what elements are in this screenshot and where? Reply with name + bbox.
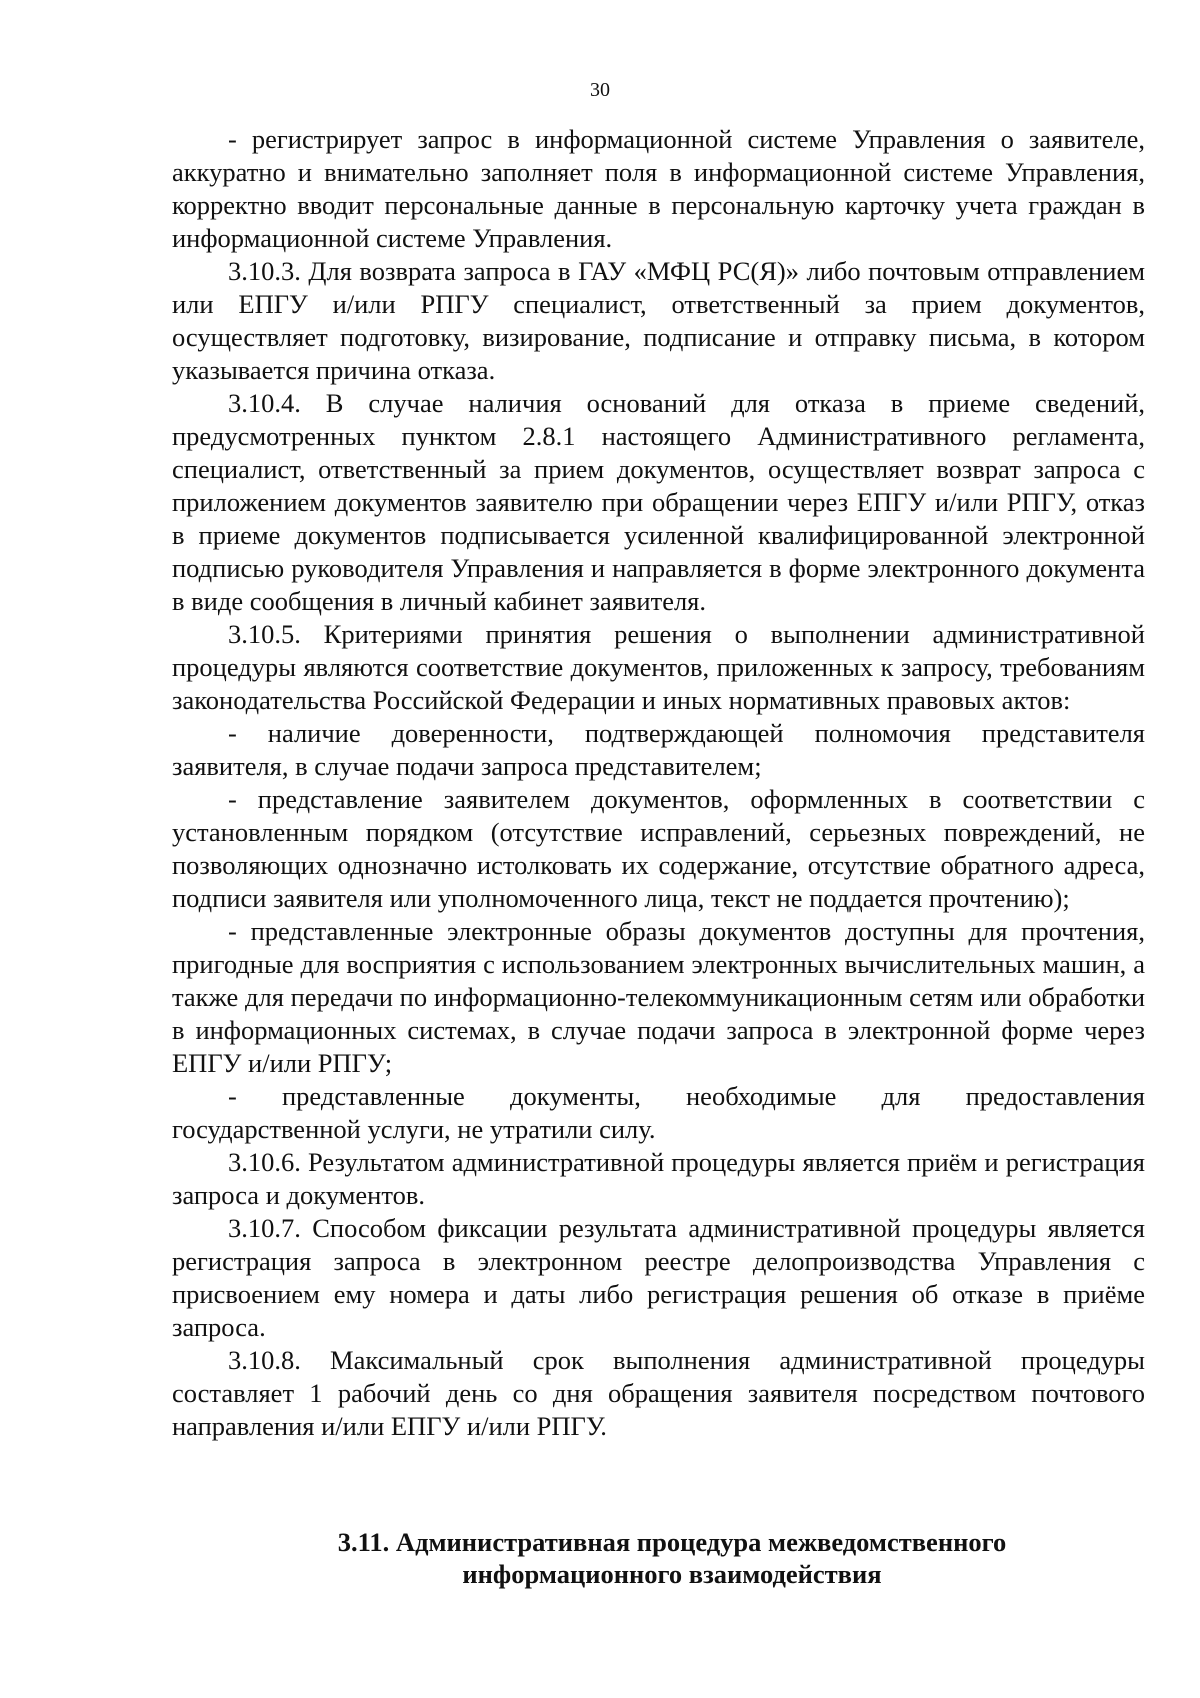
list-item-documents-valid: - представленные документы, необходимые для предоставления государственной услуги, не утратили силу. xyxy=(172,1081,1145,1144)
section-heading-line-2: информационного взаимодействия xyxy=(462,1559,882,1589)
section-heading-3-11 xyxy=(172,1526,1172,1590)
body-text xyxy=(172,123,1145,1443)
paragraph-3-10-4: 3.10.4. В случае наличия оснований для отказа в приеме сведений, предусмотренных пунктом 2.8.1 настоящего Административного регламента, специалист, ответственный за прием документов, осуществляет возврат запроса с приложением документов заявителю при обращении через ЕПГУ и/или РПГУ, отказ в приеме документов подписывается усиленной квалифицированной электронной подписью руководителя Управления и направляется в форме электронного документа в виде сообщения в личный кабинет заявителя. xyxy=(172,388,1145,616)
paragraph-3-10-3: 3.10.3. Для возврата запроса в ГАУ «МФЦ РС(Я)» либо почтовым отправлением или ЕПГУ и/или РПГУ специалист, ответственный за прием документов, осуществляет подготовку, визирование, подписание и отправку письма, в котором указывается причина отказа. xyxy=(172,256,1145,385)
paragraph-3-10-6: 3.10.6. Результатом административной процедуры является приём и регистрация запроса и документов. xyxy=(172,1147,1145,1210)
page-number: 30 xyxy=(590,79,610,101)
list-item-document-submission: - представление заявителем документов, оформленных в соответствии с установленным порядком (отсутствие исправлений, серьезных повреждений, не позволяющих однозначно истолковать их содержание, отсутствие обратного адреса, подписи заявителя или уполномоченного лица, текст не поддается прочтению); xyxy=(172,784,1145,913)
list-item-power-of-attorney: - наличие доверенности, подтверждающей полномочия представителя заявителя, в случае подачи запроса представителем; xyxy=(172,718,1145,781)
paragraph-3-10-7: 3.10.7. Способом фиксации результата административной процедуры является регистрация запроса в электронном реестре делопроизводства Управления с присвоением ему номера и даты либо регистрация решения об отказе в приёме запроса. xyxy=(172,1213,1145,1342)
paragraph-3-10-8: 3.10.8. Максимальный срок выполнения административной процедуры составляет 1 рабочий день со дня обращения заявителя посредством почтового направления и/или ЕПГУ и/или РПГУ. xyxy=(172,1345,1145,1441)
paragraph-registration: - регистрирует запрос в информационной системе Управления о заявителе, аккуратно и внимательно заполняет поля в информационной системе Управления, корректно вводит персональные данные в персональную карточку учета граждан в информационной системе Управления. xyxy=(172,124,1145,253)
list-item-electronic-images: - представленные электронные образы документов доступны для прочтения, пригодные для восприятия с использованием электронных вычислительных машин, а также для передачи по информационно-телекоммуникационным сетям или обработки в информационных системах, в случае подачи запроса в электронной форме через ЕПГУ и/или РПГУ; xyxy=(172,916,1145,1078)
section-heading-line-1: 3.11. Административная процедура межведомственного xyxy=(337,1527,1007,1557)
paragraph-3-10-5: 3.10.5. Критериями принятия решения о выполнении административной процедуры являются соответствие документов, приложенных к запросу, требованиям законодательства Российской Федерации и иных нормативных правовых актов: xyxy=(172,619,1145,715)
